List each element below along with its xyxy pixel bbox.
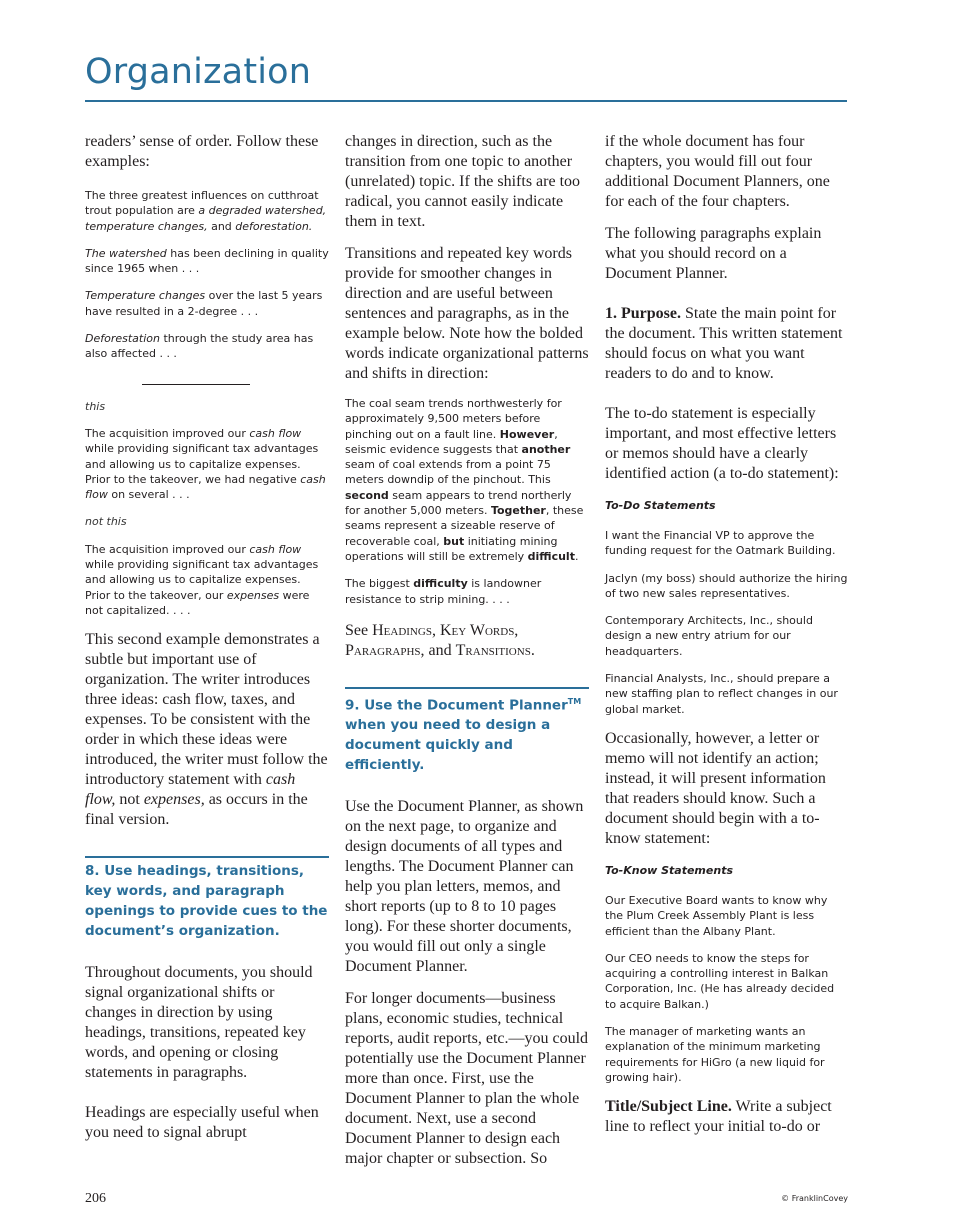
page-number: 206 — [85, 1191, 106, 1206]
col1-paragraph-second-example: This second example demonstrates a subtle but important use of organization. The writer introduces three ideas: cash flow, taxes, and expenses. To be consistent with the order in which these ideas were introduced, the writer must follow the introductory statement with cash flow, not expenses, as occurs in the final version. — [85, 631, 328, 829]
col3-paragraph-following: The following paragraphs explain what you should record on a Document Planner. — [605, 225, 822, 282]
column-3 — [605, 132, 848, 1149]
page-title: Organization — [85, 52, 312, 92]
heading-9: 9. Use the Document Planner™ when you need to design a document quickly and efficiently. — [345, 687, 589, 776]
label-this: this — [85, 399, 106, 413]
column-1 — [85, 132, 329, 1155]
col2-paragraph-longer-docs: For longer documents—business plans, economic studies, technical reports, audit reports, etc.—you could potentially use the Document Planner more than once. First, use the Document Planner to plan the whole document. Next, use a second Document Planner to design each major chapter or subsection. So — [345, 990, 589, 1168]
toknow-statements-heading: To-Know Statements — [605, 863, 733, 877]
example-temperature: Temperature changes over the last 5 years have resulted in a 2-degree . . . — [85, 289, 323, 318]
col3-paragraph-chapters: if the whole document has four chapters, you would fill out four additional Document Planners, one for each of the four chapters. — [605, 133, 830, 210]
trademark-mark: TM — [567, 696, 582, 706]
todo-statements-heading: To-Do Statements — [605, 499, 716, 512]
example-trout: The three greatest influences on cutthroat trout population are a degraded watershed, temperature changes, and deforestation. — [85, 189, 327, 233]
todo-item: Jaclyn (my boss) should authorize the hiring of two new sales representatives. — [605, 571, 848, 600]
example-not-this: The acquisition improved our cash flow while providing significant tax advantages and allowing us to capitalize expenses. Prior to the takeover, our expenses were not capitalized. . . . — [85, 542, 319, 617]
toknow-item: Our CEO needs to know the steps for acquiring a controlling interest in Balkan Corporation, Inc. (He has already decided to acquire Balkan.) — [605, 951, 835, 1011]
toknow-item: The manager of marketing wants an explanation of the minimum marketing requirements for HiGro (a new liquid for growing hair). — [605, 1025, 825, 1084]
example-deforestation: Deforestation through the study area has also affected . . . — [85, 332, 314, 361]
example-coal-seam: The coal seam trends northwesterly for approximately 9,500 meters before pinching out on a fault line. However, seismic evidence suggests that another seam of coal extends from a point 75 meters downdip of the pinchout. This second seam appears to trend northerly for another 5,000 meters. Together, these seams represent a sizeable reserve of recoverable coal, but initiating mining operations will still be extremely difficult. — [345, 397, 584, 563]
col2-paragraph-transitions: Transitions and repeated key words provide for smoother changes in direction and are useful between sentences and paragraphs, as in the example below. Note how the bolded words indicate organizational patterns and shifts in direction: — [345, 245, 589, 382]
todo-item: I want the Financial VP to approve the funding request for the Oatmark Building. — [605, 529, 836, 558]
col3-paragraph-purpose: 1. Purpose. State the main point for the document. This written statement should focus on what you want readers to do and to know. — [605, 305, 843, 382]
label-not-this: not this — [85, 515, 127, 529]
col3-paragraph-occasionally: Occasionally, however, a letter or memo will not identify an action; instead, it will present information that readers should know. Such a document should begin with a to-know statement: — [605, 729, 826, 847]
toknow-item: Our Executive Board wants to know why the Plum Creek Assembly Plant is less efficient than the Albany Plant. — [605, 893, 828, 938]
copyright-notice: © FranklinCovey — [781, 1194, 848, 1203]
example-difficulty: The biggest difficulty is landowner resistance to strip mining. . . . — [345, 577, 542, 606]
see-also-reference: See Headings, Key Words, Paragraphs, and Transitions. — [345, 621, 535, 659]
example-watershed: The watershed has been declining in quality since 1965 when . . . — [85, 246, 329, 276]
col2-paragraph-changes: changes in direction, such as the transition from one topic to another (unrelated) topic. If the shifts are too radical, you cannot easily indicate them in text. — [345, 133, 581, 230]
column-2 — [345, 132, 589, 1181]
example-this: The acquisition improved our cash flow while providing significant tax advantages and allowing us to capitalize expenses. Prior to the takeover, we had negative cash flow on several . . . — [85, 426, 326, 502]
col3-paragraph-todo: The to-do statement is especially important, and most effective letters or memos should have a clearly identified action (a to-do statement): — [605, 405, 839, 482]
col1-paragraph-headings: Headings are especially useful when you need to signal abrupt — [85, 1104, 319, 1142]
todo-item: Financial Analysts, Inc., should prepare a new staffing plan to reflect changes in our global market. — [605, 672, 838, 716]
col2-paragraph-planner: Use the Document Planner, as shown on the next page, to organize and design documents of all types and lengths. The Document Planner can help you plan letters, memos, and short reports (up to 8 to 10 pages long). For these shorter documents, you would fill out only a single Document Planner. — [345, 798, 584, 976]
col1-intro: readers’ sense of order. Follow these examples: — [85, 133, 319, 170]
col1-paragraph-throughout: Throughout documents, you should signal organizational shifts or changes in direction by using headings, transitions, repeated key words, and opening or closing statements in paragraphs. — [85, 964, 313, 1082]
example-separator — [142, 384, 250, 385]
col3-paragraph-subject-line: Title/Subject Line. Write a subject line to reflect your initial to-do or — [605, 1098, 832, 1136]
heading-8: 8. Use headings, transitions, key words, and paragraph openings to provide cues to the document’s organization. — [85, 856, 329, 941]
title-rule — [85, 100, 847, 102]
todo-item: Contemporary Architects, Inc., should design a new entry atrium for our headquarters. — [605, 614, 813, 658]
